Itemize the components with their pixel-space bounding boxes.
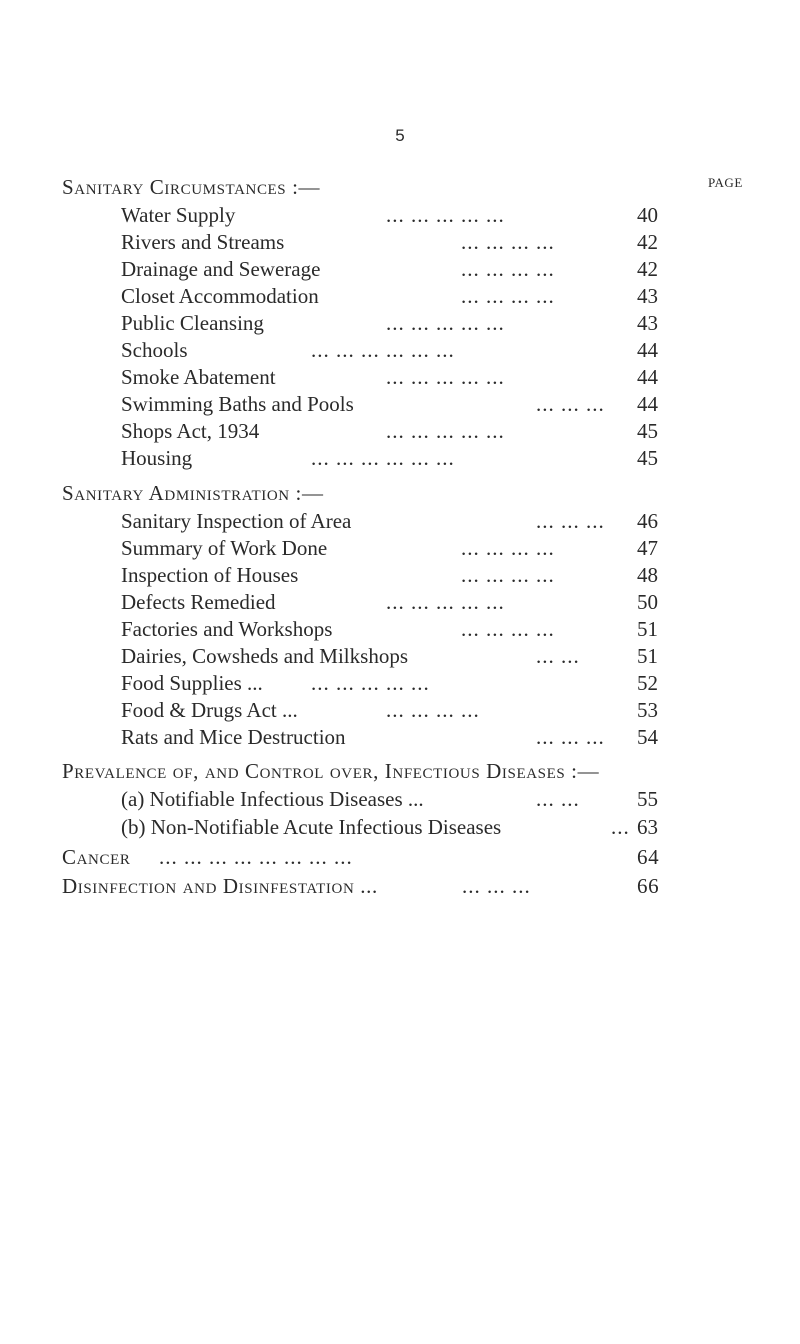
toc-entry-label: Food & Drugs Act ... [121,698,298,722]
section-heading-sanitary-administration: Sanitary Administration :— [62,481,324,505]
toc-entry-rivers-and-streams[interactable] [121,227,658,257]
toc-page-number: 44 [637,338,658,362]
toc-entry-smoke-abatement[interactable] [121,362,658,392]
toc-entry-summary-of-work[interactable] [121,533,658,563]
leader-dots: ... [611,815,630,839]
toc-entry-factories-and-workshops[interactable] [121,614,658,644]
toc-page-number: 45 [637,446,658,470]
toc-entry-housing[interactable] [121,443,658,473]
leader-dots: ... ... ... ... ... [311,671,430,695]
leader-dots: ... ... ... ... ... ... [311,338,455,362]
toc-page-number: 63 [637,815,658,839]
leader-dots: ... ... ... [536,509,605,533]
leader-dots: ... ... ... [462,874,531,898]
leader-dots: ... ... ... ... [386,698,480,722]
toc-entry-non-notifiable-diseases[interactable] [121,812,658,842]
toc-entry-label: Smoke Abatement [121,365,276,389]
toc-entry-label: Inspection of Houses [121,563,299,587]
toc-page-number: 43 [637,311,658,335]
toc-page-number: 44 [637,365,658,389]
toc-entry-swimming-baths[interactable] [121,389,658,419]
toc-entry-label: Rivers and Streams [121,230,285,254]
leader-dots: ... ... ... ... ... ... [311,446,455,470]
section-heading-sanitary-circumstances: Sanitary Circumstances :— [62,175,321,199]
toc-page-number: 52 [637,671,658,695]
toc-entry-label: (a) Notifiable Infectious Diseases ... [121,787,424,811]
page-column-label: page [708,171,743,191]
toc-entry-closet-accommodation[interactable] [121,281,658,311]
toc-entry-food-drugs-act[interactable] [121,695,658,725]
toc-entry-label: Dairies, Cowsheds and Milkshops [121,644,408,668]
leader-dots: ... ... ... ... [461,563,555,587]
toc-page-number: 54 [637,725,658,749]
toc-page-number: 51 [637,644,658,668]
toc-entry-shops-act[interactable] [121,416,658,446]
toc-entry-defects-remedied[interactable] [121,587,658,617]
toc-page-number: 66 [637,874,660,898]
toc-page-number: 47 [637,536,658,560]
toc-entry-label: Water Supply [121,203,236,227]
toc-entry-rats-and-mice[interactable] [121,722,658,752]
leader-dots: ... ... ... [536,725,605,749]
toc-entry-label: Public Cleansing [121,311,264,335]
toc-entry-label: Factories and Workshops [121,617,333,641]
toc-entry-schools[interactable] [121,335,658,365]
toc-entry-label: Disinfection and Disinfestation ... [62,874,378,898]
toc-entry-label: Sanitary Inspection of Area [121,509,352,533]
leader-dots: ... ... ... ... [461,230,555,254]
leader-dots: ... ... ... ... ... [386,419,505,443]
toc-entry-label: (b) Non-Notifiable Acute Infectious Diseases [121,815,502,839]
leader-dots: ... ... ... ... [461,284,555,308]
leader-dots: ... ... [536,787,580,811]
page-number: 5 [395,126,405,145]
toc-entry-drainage-and-sewerage[interactable] [121,254,658,284]
toc-entry-label: Swimming Baths and Pools [121,392,354,416]
toc-page-number: 40 [637,203,658,227]
leader-dots: ... ... ... ... ... [386,365,505,389]
toc-page-number: 43 [637,284,658,308]
leader-dots: ... ... ... ... ... [386,590,505,614]
toc-entry-label: Cancer [62,845,131,869]
toc-entry-label: Summary of Work Done [121,536,328,560]
toc-page-number: 45 [637,419,658,443]
toc-page-number: 64 [637,845,660,869]
toc-entry-disinfection[interactable] [62,871,660,901]
leader-dots: ... ... ... [536,392,605,416]
toc-page-number: 44 [637,392,658,416]
toc-entry-label: Schools [121,338,188,362]
toc-entry-label: Food Supplies ... [121,671,263,695]
toc-entry-label: Rats and Mice Destruction [121,725,346,749]
toc-entry-food-supplies[interactable] [121,668,658,698]
toc-page-number: 48 [637,563,658,587]
toc-page-number: 46 [637,509,658,533]
leader-dots: ... ... ... ... ... [386,311,505,335]
toc-entry-cancer[interactable] [62,842,660,872]
toc-entry-label: Housing [121,446,193,470]
toc-entry-label: Closet Accommodation [121,284,319,308]
toc-entry-label: Shops Act, 1934 [121,419,260,443]
leader-dots: ... ... ... ... [461,257,555,281]
leader-dots: ... ... ... ... [461,617,555,641]
toc-entry-label: Drainage and Sewerage [121,257,321,281]
toc-entry-inspection-of-houses[interactable] [121,560,658,590]
toc-entry-water-supply[interactable] [121,200,658,230]
toc-page-number: 53 [637,698,658,722]
toc-entry-public-cleansing[interactable] [121,308,658,338]
toc-page-number: 55 [637,787,658,811]
toc-entry-dairies[interactable] [121,641,658,671]
toc-page-number: 42 [637,257,658,281]
toc-entry-label: Defects Remedied [121,590,276,614]
leader-dots: ... ... ... ... ... ... ... ... [159,845,353,869]
toc-entry-sanitary-inspection[interactable] [121,506,658,536]
leader-dots: ... ... ... ... ... [386,203,505,227]
leader-dots: ... ... [536,644,580,668]
toc-page-number: 51 [637,617,658,641]
section-heading-infectious-diseases: Prevalence of, and Control over, Infectious Diseases :— [62,759,600,783]
leader-dots: ... ... ... ... [461,536,555,560]
toc-page-number: 50 [637,590,658,614]
toc-entry-notifiable-diseases[interactable] [121,784,658,814]
toc-page-number: 42 [637,230,658,254]
